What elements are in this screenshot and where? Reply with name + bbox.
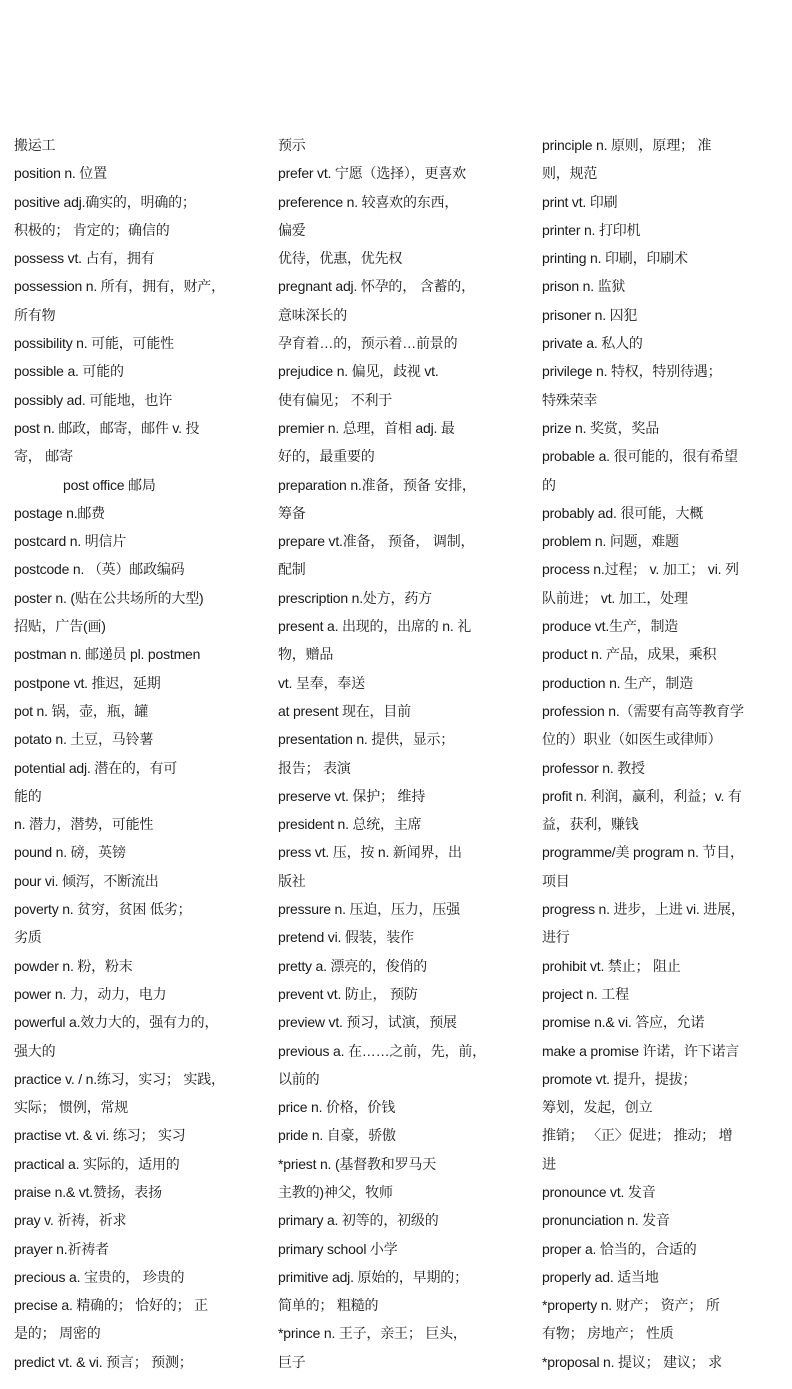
vocab-line: primary a. 初等的，初级的 [278, 1212, 439, 1229]
vocab-line: precious a. 宝贵的， 珍贵的 [14, 1268, 185, 1285]
vocab-line: 是的； 周密的 [14, 1325, 101, 1342]
vocab-line: pronounce vt. 发音 [542, 1183, 656, 1200]
vocab-line: 招贴，广告(画) [14, 618, 106, 635]
vocab-line: probable a. 很可能的，很有希望 [542, 448, 738, 465]
vocab-line: 推销； 〈正〉促进； 推动； 增 [542, 1127, 733, 1144]
vocab-line: vt. 呈奉，奉送 [278, 674, 365, 691]
vocab-line: profit n. 利润，赢利，利益；v. 有 [542, 787, 742, 804]
vocab-line: 主教的)神父，牧师 [278, 1183, 393, 1200]
vocab-line: programme/美 program n. 节目， [542, 844, 744, 861]
vocab-line: print vt. 印刷 [542, 193, 618, 210]
vocab-line: previous a. 在……之前，先，前， [278, 1042, 486, 1059]
vocab-line: pride n. 自豪，骄傲 [278, 1127, 396, 1144]
vocab-line: profession n.（需要有高等教育学 [542, 702, 744, 719]
vocab-line: n. 潜力，潜势，可能性 [14, 816, 154, 833]
vocab-column-3 [542, 131, 782, 1376]
vocab-line: pretend vi. 假装，装作 [278, 929, 414, 946]
vocab-line: production n. 生产，制造 [542, 674, 694, 691]
vocab-column-1 [14, 131, 266, 1376]
vocab-line: 优待，优惠，优先权 [278, 250, 403, 267]
vocab-line: pound n. 磅，英镑 [14, 844, 126, 861]
vocab-line: preserve vt. 保护； 维持 [278, 787, 426, 804]
vocab-line: 巨子 [278, 1353, 306, 1370]
vocab-line: 进 [542, 1155, 556, 1172]
vocab-line: possibly ad. 可能地，也许 [14, 391, 173, 408]
vocab-line: prize n. 奖赏，奖品 [542, 419, 659, 436]
vocab-line: pregnant adj. 怀孕的， 含蓄的， [278, 278, 475, 295]
vocab-line: 意味深长的 [278, 306, 347, 323]
vocab-column-2 [278, 131, 530, 1376]
vocab-line: 简单的； 粗糙的 [278, 1297, 379, 1314]
vocab-line: make a promise 许诺，许下诺言 [542, 1042, 740, 1059]
vocab-line: potential adj. 潜在的，有可 [14, 759, 178, 776]
vocab-line: positive adj.确实的，明确的； [14, 193, 196, 210]
vocab-line: praise n.& vt.赞扬，表扬 [14, 1183, 162, 1200]
vocab-line: 寄， 邮寄 [14, 448, 73, 465]
vocab-line: 配制 [278, 561, 306, 578]
vocab-line: poster n. (贴在公共场所的大型) [14, 589, 204, 606]
vocab-line: produce vt.生产，制造 [542, 618, 679, 635]
vocab-line: 益，获利，赚钱 [542, 816, 639, 833]
vocab-line: practice v. / n.练习，实习； 实践， [14, 1070, 225, 1087]
vocab-line: progress n. 进步，上进 vi. 进展， [542, 901, 745, 918]
vocab-line: price n. 价格，价钱 [278, 1099, 395, 1116]
vocab-line: primitive adj. 原始的，早期的； [278, 1268, 468, 1285]
vocab-line: 好的，最重要的 [278, 448, 375, 465]
vocab-line: pronunciation n. 发音 [542, 1212, 670, 1229]
vocab-line: premier n. 总理，首相 adj. 最 [278, 419, 455, 436]
vocab-line: 偏爱 [278, 221, 306, 238]
vocab-line: proper a. 恰当的，合适的 [542, 1240, 697, 1257]
vocab-line: process n.过程； v. 加工； vi. 列 [542, 561, 739, 578]
vocab-line: pretty a. 漂亮的，俊俏的 [278, 957, 428, 974]
vocab-line: prefer vt. 宁愿（选择），更喜欢 [278, 165, 466, 182]
vocab-line: problem n. 问题，难题 [542, 533, 679, 550]
vocab-line: possess vt. 占有，拥有 [14, 250, 155, 267]
vocab-line: 所有物 [14, 306, 56, 323]
vocab-line: *property n. 财产； 资产； 所 [542, 1297, 720, 1314]
vocab-line: 实际； 惯例，常规 [14, 1099, 129, 1116]
vocab-line: pray v. 祈祷，祈求 [14, 1212, 127, 1229]
vocab-line: practical a. 实际的，适用的 [14, 1155, 180, 1172]
vocab-line: prison n. 监狱 [542, 278, 626, 295]
vocab-line: prejudice n. 偏见，歧视 vt. [278, 363, 439, 380]
vocab-line: promote vt. 提升，提拔； [542, 1070, 697, 1087]
vocab-line: postage n.邮费 [14, 504, 105, 521]
vocab-line: 的 [542, 476, 556, 493]
vocab-line: position n. 位置 [14, 165, 107, 182]
vocab-line: precise a. 精确的； 恰好的； 正 [14, 1297, 208, 1314]
vocab-line: 项目 [542, 872, 570, 889]
vocab-line: 物，赠品 [278, 646, 334, 663]
vocab-line: *prince n. 王子，亲王； 巨头， [278, 1325, 467, 1342]
vocab-line: postpone vt. 推迟，延期 [14, 674, 161, 691]
vocab-line: potato n. 土豆，马铃薯 [14, 731, 154, 748]
vocab-line: prepare vt.准备， 预备， 调制， [278, 533, 475, 550]
vocab-line: properly ad. 适当地 [542, 1268, 659, 1285]
vocab-line: 能的 [14, 787, 42, 804]
vocab-line: possession n. 所有，拥有，财产， [14, 278, 225, 295]
vocab-line: 则，规范 [542, 165, 598, 182]
vocab-line: printer n. 打印机 [542, 221, 641, 238]
vocab-line: 特殊荣幸 [542, 391, 598, 408]
vocab-line: product n. 产品，成果，乘积 [542, 646, 717, 663]
vocab-line: presentation n. 提供，显示； [278, 731, 455, 748]
vocab-line: privilege n. 特权，特别待遇； [542, 363, 722, 380]
vocab-line: powerful a.效力大的，强有力的， [14, 1014, 219, 1031]
vocab-line: 版社 [278, 872, 306, 889]
vocab-line: preview vt. 预习，试演，预展 [278, 1014, 457, 1031]
vocab-line: pot n. 锅，壶，瓶，罐 [14, 702, 149, 719]
vocab-line: 预示 [278, 137, 306, 153]
vocab-line: preference n. 较喜欢的东西， [278, 193, 459, 210]
vocab-line: prescription n.处方，药方 [278, 589, 432, 606]
vocab-line: 位的）职业（如医生或律师） [542, 731, 722, 748]
vocab-line: postcard n. 明信片 [14, 533, 127, 550]
vocab-line: 进行 [542, 929, 570, 946]
vocab-line: preparation n.准备，预备 安排， [278, 476, 476, 493]
vocab-line: possible a. 可能的 [14, 363, 124, 380]
vocab-line: printing n. 印刷，印刷术 [542, 250, 688, 267]
vocab-line: prohibit vt. 禁止； 阻止 [542, 957, 681, 974]
vocab-line: present a. 出现的，出席的 n. 礼 [278, 618, 472, 635]
vocab-line: 使有偏见； 不利于 [278, 391, 393, 408]
vocab-line: 筹划，发起，创立 [542, 1099, 653, 1116]
vocab-line: 劣质 [14, 929, 42, 946]
vocab-line: 筹备 [278, 504, 306, 521]
vocab-line: promise n.& vi. 答应，允诺 [542, 1014, 705, 1031]
vocab-line: *proposal n. 提议； 建议； 求 [542, 1353, 722, 1370]
vocab-line: professor n. 教授 [542, 759, 645, 776]
vocab-line: *priest n. (基督教和罗马天 [278, 1155, 436, 1172]
vocab-line: predict vt. & vi. 预言； 预测； [14, 1353, 193, 1370]
vocab-line: project n. 工程 [542, 985, 629, 1002]
vocab-line: 积极的； 肯定的；确信的 [14, 221, 170, 238]
vocab-line: prayer n.祈祷者 [14, 1240, 109, 1257]
vocab-line: 搬运工 [14, 137, 56, 153]
vocab-line: poverty n. 贫穷，贫困 低劣； [14, 901, 192, 918]
vocab-line: powder n. 粉，粉末 [14, 957, 133, 974]
vocab-line: 队前进； vt. 加工，处理 [542, 589, 688, 606]
vocab-line: power n. 力，动力，电力 [14, 985, 167, 1002]
vocab-line: postman n. 邮递员 pl. postmen [14, 646, 201, 663]
vocab-line: prisoner n. 囚犯 [542, 306, 638, 323]
vocab-line: pressure n. 压迫，压力，压强 [278, 901, 460, 918]
vocab-line: 报告； 表演 [278, 759, 351, 776]
vocab-line: pour vi. 倾泻，不断流出 [14, 872, 159, 889]
vocab-line: post n. 邮政，邮寄，邮件 v. 投 [14, 419, 200, 436]
vocab-line: 强大的 [14, 1042, 56, 1059]
vocab-line: president n. 总统，主席 [278, 816, 422, 833]
vocab-line: post office 邮局 [63, 476, 156, 493]
vocab-line: prevent vt. 防止， 预防 [278, 985, 418, 1002]
vocab-line: 孕育着…的，预示着…前景的 [278, 335, 458, 352]
vocab-line: probably ad. 很可能，大概 [542, 504, 704, 521]
vocab-line: postcode n. （英）邮政编码 [14, 561, 185, 578]
vocab-line: 有物； 房地产； 性质 [542, 1325, 674, 1342]
vocab-line: practise vt. & vi. 练习； 实习 [14, 1127, 186, 1144]
vocab-line: 以前的 [278, 1070, 320, 1087]
vocab-line: principle n. 原则，原理； 准 [542, 137, 712, 153]
vocab-line: private a. 私人的 [542, 335, 643, 352]
vocab-line: primary school 小学 [278, 1240, 398, 1257]
vocab-line: at present 现在，目前 [278, 702, 411, 719]
vocab-line: possibility n. 可能，可能性 [14, 335, 174, 352]
vocab-line: press vt. 压，按 n. 新闻界，出 [278, 844, 462, 861]
